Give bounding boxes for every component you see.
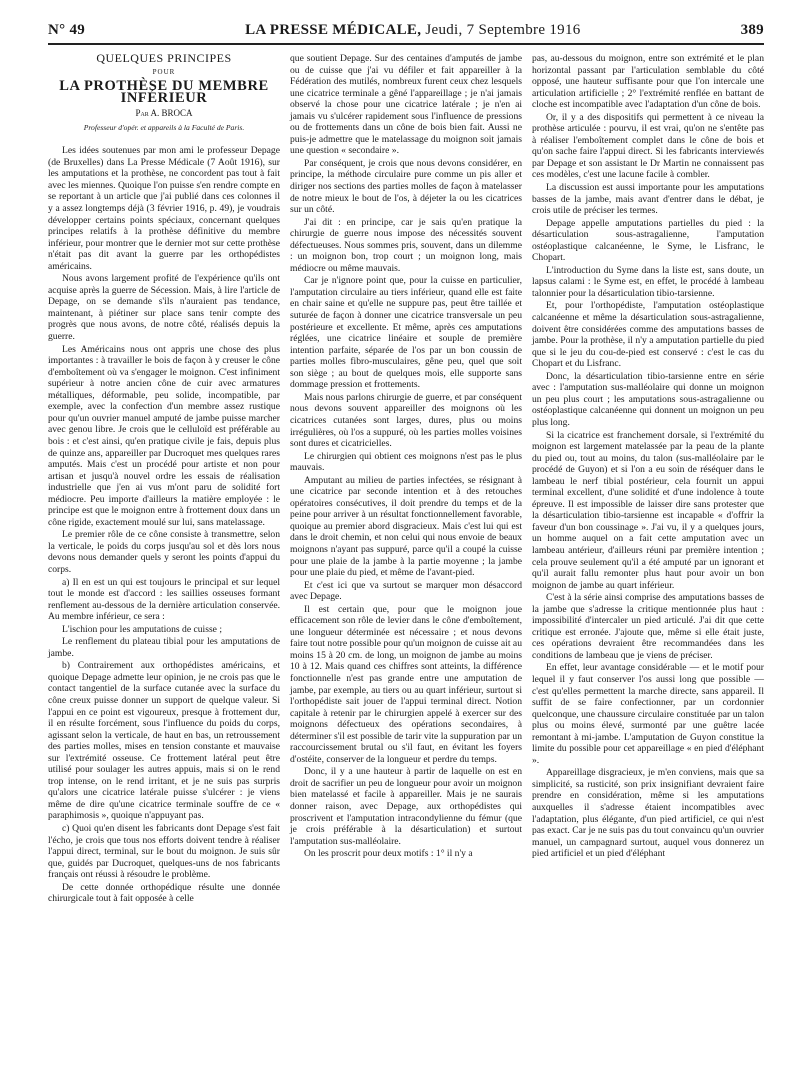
paragraph: En effet, leur avantage considérable — et le motif pour lequel il y faut conserver l'os aussi long que possible — c'est qu'elles permettent la marche directe, sans appareil. Il suffit de se faire confectionner, par un cordonnier quelconque, une chaussure circulaire constituée par un talon plus ou moins élevé, surmonté par une guêtre lacée remontant à mi-jambe. L'amputation de Guyon constitue la limite du possible pour cet appareillage « en pied d'éléphant ». xyxy=(532,662,764,766)
paragraph: Amputant au milieu de parties infectées, se résignant à une cicatrice par seconde intention et à des retouches opératoires consécutives, il doit prendre du temps et de la peine pour arriver à un résultat fonctionnellement favorable, quoique au premier abord disgracieux. Mais c'est lui qui est dans le droit chemin, et non celui qui nous envoie de beaux moignons n'ayant pas suppuré, parce qu'il a coupé la cuisse pour une plaie de la jambe à la partie moyenne ; la jambe pour une plaie du pied, et même de l'avant-pied. xyxy=(290,474,522,579)
journal-name: LA PRESSE MÉDICALE, xyxy=(245,22,422,38)
paragraph: Et, pour l'orthopédiste, l'amputation ostéoplastique calcanéenne et même la désarticulation sous-astragalienne, doivent être considérées comme des amputations basses de jambe. Pour la prothèse, il n'y a amputation partielle du pied que si le jeu du cou-de-pied est conservé : c'est le cas du Chopart et du Lisfranc. xyxy=(532,300,764,370)
paragraph: Le chirurgien qui obtient ces moignons n'est pas le plus mauvais. xyxy=(290,450,522,474)
paragraph: Donc, la désarticulation tibio-tarsienne entre en série avec : l'amputation sus-malléolaire qui donne un moignon un peu plus court ; les amputations sous-astragalienne ou ostéoplastique calcanéenne qui donnent un moignon un peu plus long. xyxy=(532,370,764,428)
newspaper-page xyxy=(48,22,764,905)
column-2 xyxy=(290,53,522,905)
paragraph: L'ischion pour les amputations de cuisse ; xyxy=(62,623,222,635)
paragraph: De cette donnée orthopédique résulte une donnée chirurgicale tout à fait opposée à celle xyxy=(48,881,280,905)
paragraph: Le renflement du plateau tibial pour les amputations de jambe. xyxy=(48,636,280,659)
paragraph: a) Il en est un qui est toujours le principal et sur lequel tout le monde est d'accord : les saillies osseuses formant renflement au-dessous de la dernière articulation conservée. Au membre inférieur, ce sera : xyxy=(48,576,280,623)
article-title: LA PROTHÈSE DU MEMBRE INFÉRIEUR xyxy=(59,78,269,106)
article-pour: POUR xyxy=(152,67,176,76)
paragraph: Donc, il y a une hauteur à partir de laquelle on est en droit de sacrifier un peu de longueur pour avoir un moignon bien matelassé et facile à appareiller. Mais je ne saurais donner raison, avec Depage, aux orthopédistes qui proscrivent et l'amputation intracondylienne du fémur (que je crois préférable à la désarticulation) et surtout l'amputation sus-malléolaire. xyxy=(290,766,522,847)
author-affiliation: Professeur d'opér. et appareils à la Faculté de Paris. xyxy=(83,122,245,132)
paragraph: On les proscrit pour deux motifs : 1° il n'y a xyxy=(304,848,473,860)
paragraph: que soutient Depage. Sur des centaines d'amputés de jambe ou de cuisse que j'ai vu défiler et fait appareiller à la Fédération des mutilés, nombreux furent ceux chez lesquels une cicatrice terminale a gêné l'appareillage ; je n'ai jamais observé la chose pour une cicatrice latérale ; je n'en ai jamais vu s'ulcérer rapidement sous l'influence de pressions ou de frottements dans un cône de bois bien fait. Aussi ne puis-je admettre que le matelassage du moignon soit jamais une question « secondaire ». xyxy=(290,53,522,157)
paragraph: c) Quoi qu'en disent les fabricants dont Depage s'est fait l'écho, je crois que tous nos efforts doivent tendre à réaliser l'appui direct, terminal, sur le bout du moignon. Je suis sûr que, guidés par Ducroquet, quelques-uns de nos fabricants français ont réussi à résoudre le problème. xyxy=(48,823,280,881)
article-columns xyxy=(48,53,764,905)
paragraph: Par conséquent, je crois que nous devons considérer, en principe, la méthode circulaire pure comme un pis aller et diriger nos sections des parties molles de façon à matelasser de notre mieux le bout de l'os, à déjeter la ou les cicatrices sur un côté. xyxy=(290,157,522,216)
paragraph: Nous avons largement profité de l'expérience qu'ils ont acquise après la guerre de Sécession. Mais, à lire l'article de Depage, on se demande s'ils n'auraient pas tendance, maintenant, à piétiner sur place sans tenir compte des progrès que nous avons, de notre côté, réalisés depuis la guerre. xyxy=(48,273,280,343)
paragraph: Or, il y a des dispositifs qui permettent à ce niveau la prothèse articulée : pourvu, il est vrai, qu'on ne s'entête pas à réaliser l'emboîtement complet dans le cône de bois et qu'on sache faire l'appui direct. Si les fabricants interviewés par Depage et son assistant le Dr Martin ne connaissent pas ces modèles, c'est une lacune facile à combler. xyxy=(532,111,764,181)
page-number: 389 xyxy=(740,22,764,38)
paragraph: Depage appelle amputations partielles du pied : la désarticulation sous-astragalienne, l'amputation ostéoplastique calcanéenne, le Syme, le Lisfranc, le Chopart. xyxy=(532,217,764,264)
paragraph: Les idées soutenues par mon ami le professeur Depage (de Bruxelles) dans La Presse Médicale (7 Août 1916), sur les amputations et la prothèse, ne concordent pas tout à fait avec les miennes. Quoique l'on puisse s'en rendre compte en se reportant à un article que j'ai publié dans ces colonnes il y a assez longtemps déjà (3 février 1916, p. 49), je voudrais développer certains points spéciaux, concernant quelques principes relatifs à la prothèse définitive du membre inférieur, pour montrer que le dernier mot sur cette prothèse n'était pas dit avant la guerre par les orthopédistes américains. xyxy=(48,145,280,272)
paragraph: Le premier rôle de ce cône consiste à transmettre, selon la verticale, le poids du corps jusqu'au sol et dès lors nous devons nous demander quels y seront les points d'appui du corps. xyxy=(48,529,280,575)
article-heading xyxy=(48,53,280,133)
issue-number: N° 49 xyxy=(48,22,86,38)
paragraph: Appareillage disgracieux, je m'en conviens, mais que sa simplicité, sa rusticité, son prix insignifiant devraient faire prendre en considération, même si les amputations auxquelles il s'adresse étaient incompatibles avec l'adaptation, plus élégante, d'un pied artificiel, ce qui n'est pas exact. Car je ne suis pas du tout convaincu qu'un ouvrier manuel, un campagnard surtout, auquel vous donnerez un pied artificiel et un pied d'éléphant xyxy=(532,767,764,860)
paragraph: J'ai dit : en principe, car je sais qu'en pratique la chirurgie de guerre nous impose des nécessités souvent défectueuses. Nous sommes pris, souvent, dans un dilemme : un moignon bon, trop court ; un moignon long, mais médiocre ou même mauvais. xyxy=(290,216,522,274)
paragraph: Et c'est ici que va surtout se marquer mon désaccord avec Depage. xyxy=(290,579,522,603)
paragraph: L'introduction du Syme dans la liste est, sans doute, un lapsus calami : le Syme est, en effet, le procédé à lambeau talonnier pour la désarticulation tibio-tarsienne. xyxy=(532,264,764,299)
paragraph: Si la cicatrice est franchement dorsale, si l'extrémité du moignon est largement matelassée par la peau de la plante du pied ou, tout au moins, du talon (sus-malléolaire par le procédé de Guyon) et si l'on a eu soin de réséquer dans le lambeau le nerf tibial postérieur, cela fournit un appui terminal excellent, d'une solidité et d'une indolence à toute épreuve. Il est impossible de laisser dire sans protester que la désarticulation tibio-tarsienne est incapable « d'offrir la faveur d'un bon coussinage ». J'ai vu, il y a quelques jours, un homme auquel on a fait cette amputation avec un lambeau antérieur, d'ailleurs réuni par première intention ; cela prouve seulement qu'il a été amputé par un ignorant et qu'il aurait fallu remonter plus haut pour avoir un bon moignon de jambe au quart inférieur. xyxy=(532,429,764,591)
publication-date: Jeudi, 7 Septembre 1916 xyxy=(425,22,581,38)
journal-title xyxy=(245,22,580,39)
paragraph: pas, au-dessous du moignon, entre son extrémité et le plan horizontal passant par l'articulation semblable du côté opposé, une hauteur suffisante pour que l'on intercale une articulation artificielle ; 2° l'extrémité renflée en battant de cloche est incompatible avec l'adaptation d'un cône de bois. xyxy=(532,53,764,111)
page-header xyxy=(48,22,764,45)
paragraph: Il est certain que, pour que le moignon joue efficacement son rôle de levier dans le cône d'emboîtement, une longueur déterminée est nécessaire ; et nous devons faire tout notre possible pour qu'un moignon de cuisse ait au moins 15 à 20 cm. de long, un moignon de jambe au moins 10 à 12. Mais quand ces chiffres sont atteints, la différence fonctionnelle n'est pas grande entre une amputation de jambe, par exemple, au tiers ou au quart inférieur, surtout si l'orthopédiste sait jouer de l'appui terminal direct. Notion capitale à retenir par le chirurgien appelé à exercer sur des moignons défectueux des opérations secondaires, à déterminer s'il est possible de tarir vite la suppuration par un raccourcissement brutal ou s'il faut, en évitant les foyers d'ostéite, conserver de la longueur et perdre du temps. xyxy=(290,603,522,765)
article-author: Par A. BROCA xyxy=(135,108,193,119)
paragraph: Les Américains nous ont appris une chose des plus importantes : à travailler le bois de façon à y creuser le cône d'emboîtement où va s'engager le moignon. C'est infiniment supérieur à notre ancien cône de cuir avec armatures métalliques, déformable, peu solide, incompatible, par exemple, avec la confection d'un membre assez rustique pour qu'un ouvrier manuel amputé de jambe puisse marcher avec genou libre. Je crois que le celluloïd est préférable au bois : et c'est ainsi, qu'en pratique civile je fais, depuis plus de quinze ans, appareiller par Ducroquet mes quelques rares amputés. Mais c'est un procédé pour artiste et non pour artisan et jusqu'à nouvel ordre les essais de réalisation industrielle que j'en ai vus m'ont paru de solidité fort médiocre. Peu importe d'ailleurs la matière employée : le principe est que le moignon entre à frottement doux dans un cône rigide, exactement moulé sur lui, sans matelassage. xyxy=(48,343,280,528)
article-kicker: QUELQUES PRINCIPES xyxy=(96,51,232,65)
paragraph: Car je n'ignore point que, pour la cuisse en particulier, l'amputation circulaire au tiers inférieur, quand elle est faite en chair saine et qu'elle ne suppure pas, peut être taillée et suturée de façon à donner une cicatrice transversale un peu postérieure et excellente. Et même, après ces amputations réglées, une cicatrice linéaire et souple de première intention parfaite, séparée de l'os par un bon coussin de parties molles fibro-musculaires, gêne peu, quel que soit son siège ; au bout de quelques mois, elle supporte sans dommage pression et frottements. xyxy=(290,275,522,391)
column-3 xyxy=(532,53,764,905)
paragraph: La discussion est aussi importante pour les amputations basses de la jambe, mais avant d'entrer dans le débat, je crois utile de préciser les termes. xyxy=(532,182,764,217)
paragraph: b) Contrairement aux orthopédistes américains, et quoique Depage admette leur opinion, je ne crois pas que le contact tangentiel de la surface cutanée avec la surface du cône creux puisse donner un support de quelque valeur. Si l'appui en ce point est vigoureux, presque à frottement dur, il en résulte forcément, sous l'influence du poids du corps, agissant selon la verticale, de haut en bas, un retroussement des parties molles, mises en tension constante et mauvaise sur l'extrémité osseuse. Ce frottement latéral peut être utilisé pour soulager les autres appuis, mais si on le rend trop intense, on le rend irritant, et je ne suis pas surpris qu'alors une cicatrice latérale puisse s'ulcérer : je viens même de dire qu'une cicatrice terminale souffre de ce « paraphimosis », quoique n'appuyant pas. xyxy=(48,660,280,822)
paragraph: C'est à la série ainsi comprise des amputations basses de la jambe que s'adresse la critique mentionnée plus haut : impossibilité d'intercaler un pied articulé. J'ai dit que cette critique est erronée. J'ajoute que, même si elle était juste, ces opérations devraient être recommandées dans les conditions de lambeau que je viens de préciser. xyxy=(532,592,764,661)
column-1 xyxy=(48,53,280,905)
paragraph: Mais nous parlons chirurgie de guerre, et par conséquent nous devons souvent appareiller des moignons où les cicatrices cutanées sont larges, dures, plus ou moins irrégulières, où l'os a suppuré, où les parties molles voisines sont dures et cicatricielles. xyxy=(290,391,522,450)
